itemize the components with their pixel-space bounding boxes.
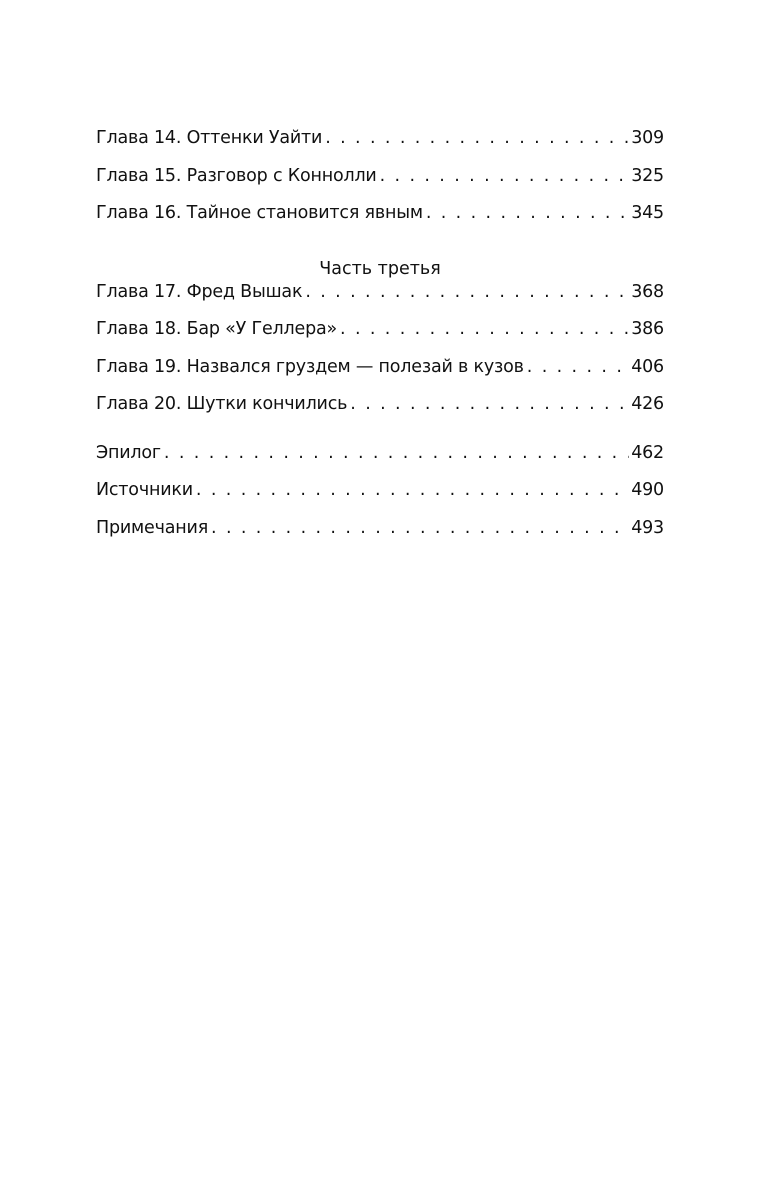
dot-leader (196, 480, 629, 500)
toc-entry-epilogue[interactable] (96, 443, 664, 481)
toc-entry-chapter-18[interactable] (96, 319, 664, 357)
dot-leader (380, 166, 630, 186)
dot-leader (426, 203, 629, 223)
toc-entry-title: Примечания (96, 517, 209, 538)
section-spacer (96, 432, 664, 443)
toc-entry-title: Глава 19. Назвался груздем — полезай в кузов (96, 356, 524, 377)
toc-entry-title: Глава 20. Шутки кончились (96, 394, 348, 414)
toc-entry-title: Глава 14. Оттенки Уайти (96, 128, 323, 148)
toc-entry-page-number: 345 (631, 203, 664, 223)
toc-entry-page-number: 426 (631, 394, 664, 414)
toc-entry-title: Глава 16. Тайное становится явным (96, 203, 423, 223)
toc-entry-chapter-14[interactable] (96, 128, 664, 166)
dot-leader (164, 443, 629, 463)
toc-entry-title: Источники (96, 480, 193, 500)
dot-leader (211, 518, 629, 538)
toc-entry-notes[interactable] (96, 518, 664, 556)
dot-leader (340, 319, 629, 339)
toc-entry-page-number: 406 (631, 356, 664, 377)
toc-entry-page-number: 462 (631, 442, 664, 463)
toc-entry-title: Глава 18. Бар «У Геллера» (96, 319, 338, 339)
toc-entry-page-number: 493 (631, 517, 664, 538)
toc-entry-chapter-15[interactable] (96, 166, 664, 204)
dot-leader (305, 282, 629, 302)
dot-leader (325, 128, 629, 148)
toc-entry-chapter-16[interactable] (96, 203, 664, 241)
toc-entry-page-number: 368 (631, 281, 664, 302)
toc-entry-title: Эпилог (96, 442, 161, 463)
table-of-contents (96, 128, 664, 555)
toc-entry-title: Глава 15. Разговор с Коннолли (96, 165, 377, 186)
toc-entry-page-number: 309 (631, 128, 664, 148)
toc-entry-chapter-17[interactable] (96, 282, 664, 320)
toc-entry-page-number: 325 (631, 165, 664, 186)
part-three-heading: Часть третья (319, 258, 441, 279)
dot-leader (350, 394, 629, 414)
toc-entry-page-number: 490 (631, 480, 664, 500)
toc-entry-title: Глава 17. Фред Вышак (96, 281, 303, 302)
toc-entry-sources[interactable] (96, 480, 664, 518)
toc-entry-page-number: 386 (631, 319, 664, 339)
toc-entry-chapter-20[interactable] (96, 394, 664, 432)
dot-leader (527, 357, 629, 377)
toc-entry-chapter-19[interactable] (96, 357, 664, 395)
